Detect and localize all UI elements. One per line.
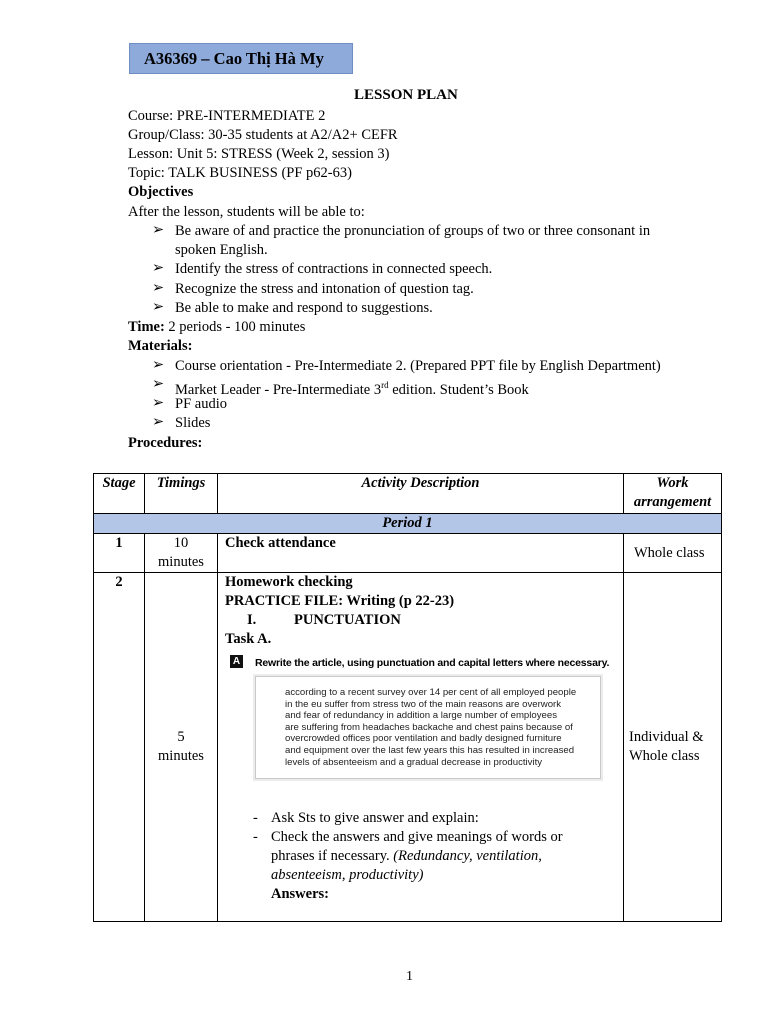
group-line: Group/Class: 30-35 students at A2/A2+ CEFR	[128, 127, 398, 143]
answers-label: Answers:	[271, 886, 329, 902]
student-name-box: A36369 – Cao Thị Hà My	[129, 43, 353, 74]
work-line2: Whole class	[629, 748, 700, 764]
activity-cell: Check attendance	[218, 534, 624, 573]
topic-line: Topic: TALK BUSINESS (PF p62-63)	[128, 165, 352, 181]
header-work-line1: Work	[656, 475, 689, 491]
superscript-rd: rd	[381, 380, 389, 390]
bullet-icon: ➢	[152, 395, 165, 411]
step-item	[225, 809, 623, 828]
timing-value: 5	[177, 729, 185, 745]
step-item-continued	[225, 866, 623, 885]
stage-cell: 1	[94, 534, 145, 573]
step-text: Check the answers and give meanings of words or	[271, 829, 563, 845]
step-item-continued	[225, 847, 623, 866]
timing-value: 10	[173, 535, 189, 551]
task-text-line: according to a recent survey over 14 per cent of all employed people	[285, 687, 577, 698]
dash-icon: -	[253, 810, 258, 826]
task-letter-icon: A	[230, 655, 243, 668]
lesson-line: Lesson: Unit 5: STRESS (Week 2, session 3)	[128, 146, 390, 162]
bullet-icon: ➢	[152, 299, 165, 315]
timing-cell	[145, 573, 218, 922]
time-line	[128, 318, 305, 337]
material-book-edition: edition. Student’s Book	[388, 381, 529, 398]
header-timings: Timings	[145, 474, 218, 514]
timing-unit: minutes	[158, 554, 204, 570]
bullet-icon: ➢	[152, 260, 165, 276]
procedures-table	[93, 473, 722, 922]
step-vocab: (Redundancy, ventilation,	[393, 848, 542, 864]
period-label: Period 1	[94, 514, 722, 534]
course-line: Course: PRE-INTERMEDIATE 2	[128, 108, 326, 124]
task-exercise-image	[225, 653, 610, 809]
bullet-icon: ➢	[152, 280, 165, 296]
material-item: Slides	[175, 415, 211, 431]
header-activity: Activity Description	[218, 474, 624, 514]
section-number: I.	[247, 612, 257, 628]
dash-icon: -	[253, 829, 258, 845]
objective-item-continued: spoken English.	[175, 242, 268, 258]
task-text-line: levels of absenteeism and a gradual decrease in productivity	[285, 756, 543, 768]
activity-cell	[218, 573, 624, 922]
objective-item: Identify the stress of contractions in connected speech.	[175, 261, 493, 277]
bullet-icon: ➢	[152, 376, 165, 392]
homework-title: Homework checking	[225, 574, 353, 590]
practice-file-title: PRACTICE FILE: Writing (p 22-23)	[225, 593, 455, 609]
header-work	[624, 474, 722, 514]
section-heading	[225, 611, 623, 630]
objective-item: Be able to make and respond to suggestions.	[175, 300, 433, 316]
objectives-heading: Objectives	[128, 184, 194, 200]
lesson-plan-title: LESSON PLAN	[354, 87, 458, 103]
step-vocab: absenteeism, productivity)	[271, 867, 424, 883]
task-instruction: Rewrite the article, using punctuation and capital letters where necessary.	[255, 657, 610, 669]
work-cell	[624, 573, 722, 922]
page-number: 1	[406, 969, 413, 984]
table-header-row	[94, 474, 722, 514]
task-text-line: and fear of redundancy in addition a large number of employees	[285, 710, 557, 722]
task-text-line: in the eu suffer from stress two of the main reasons are overwork	[285, 698, 562, 710]
bullet-icon: ➢	[152, 222, 165, 238]
time-label: Time:	[128, 319, 165, 335]
task-text-line: are suffering from headaches backache and chest pains because of	[285, 721, 573, 733]
task-text-line: and equipment over the last few years this has resulted in increased	[285, 744, 575, 756]
objective-item: Be aware of and practice the pronunciation of groups of two or three consonant in	[175, 223, 651, 239]
material-item: Course orientation - Pre-Intermediate 2. (Prepared PPT file by English Department)	[175, 358, 661, 374]
task-title: Task A.	[225, 631, 272, 647]
step-item	[225, 828, 623, 847]
bullet-icon: ➢	[152, 414, 165, 430]
timing-cell	[145, 534, 218, 573]
step-text: Ask Sts to give answer and explain:	[271, 810, 479, 826]
material-item: PF audio	[175, 396, 227, 412]
section-title: PUNCTUATION	[294, 612, 401, 628]
period-row	[94, 514, 722, 534]
step-text: phrases if necessary.	[271, 848, 394, 864]
table-row	[94, 573, 722, 922]
bullet-icon: ➢	[152, 357, 165, 373]
task-text-line: overcrowded offices poor ventilation and badly designed furniture	[285, 733, 562, 745]
header-work-line2: arrangement	[633, 494, 712, 510]
procedures-heading: Procedures:	[128, 435, 203, 451]
materials-heading: Materials:	[128, 338, 193, 354]
objectives-intro: After the lesson, students will be able to:	[128, 204, 365, 220]
header-stage: Stage	[94, 474, 145, 514]
stage-cell: 2	[94, 573, 145, 922]
table-row	[94, 534, 722, 573]
work-cell: Whole class	[624, 534, 722, 573]
material-item	[175, 376, 529, 400]
task-text-box	[255, 676, 601, 779]
work-line1: Individual &	[629, 729, 704, 745]
material-book-title: Market Leader - Pre-Intermediate 3	[175, 381, 382, 398]
objective-item: Recognize the stress and intonation of question tag.	[175, 281, 474, 297]
time-value: 2 periods - 100 minutes	[164, 319, 306, 335]
timing-unit: minutes	[158, 748, 204, 764]
